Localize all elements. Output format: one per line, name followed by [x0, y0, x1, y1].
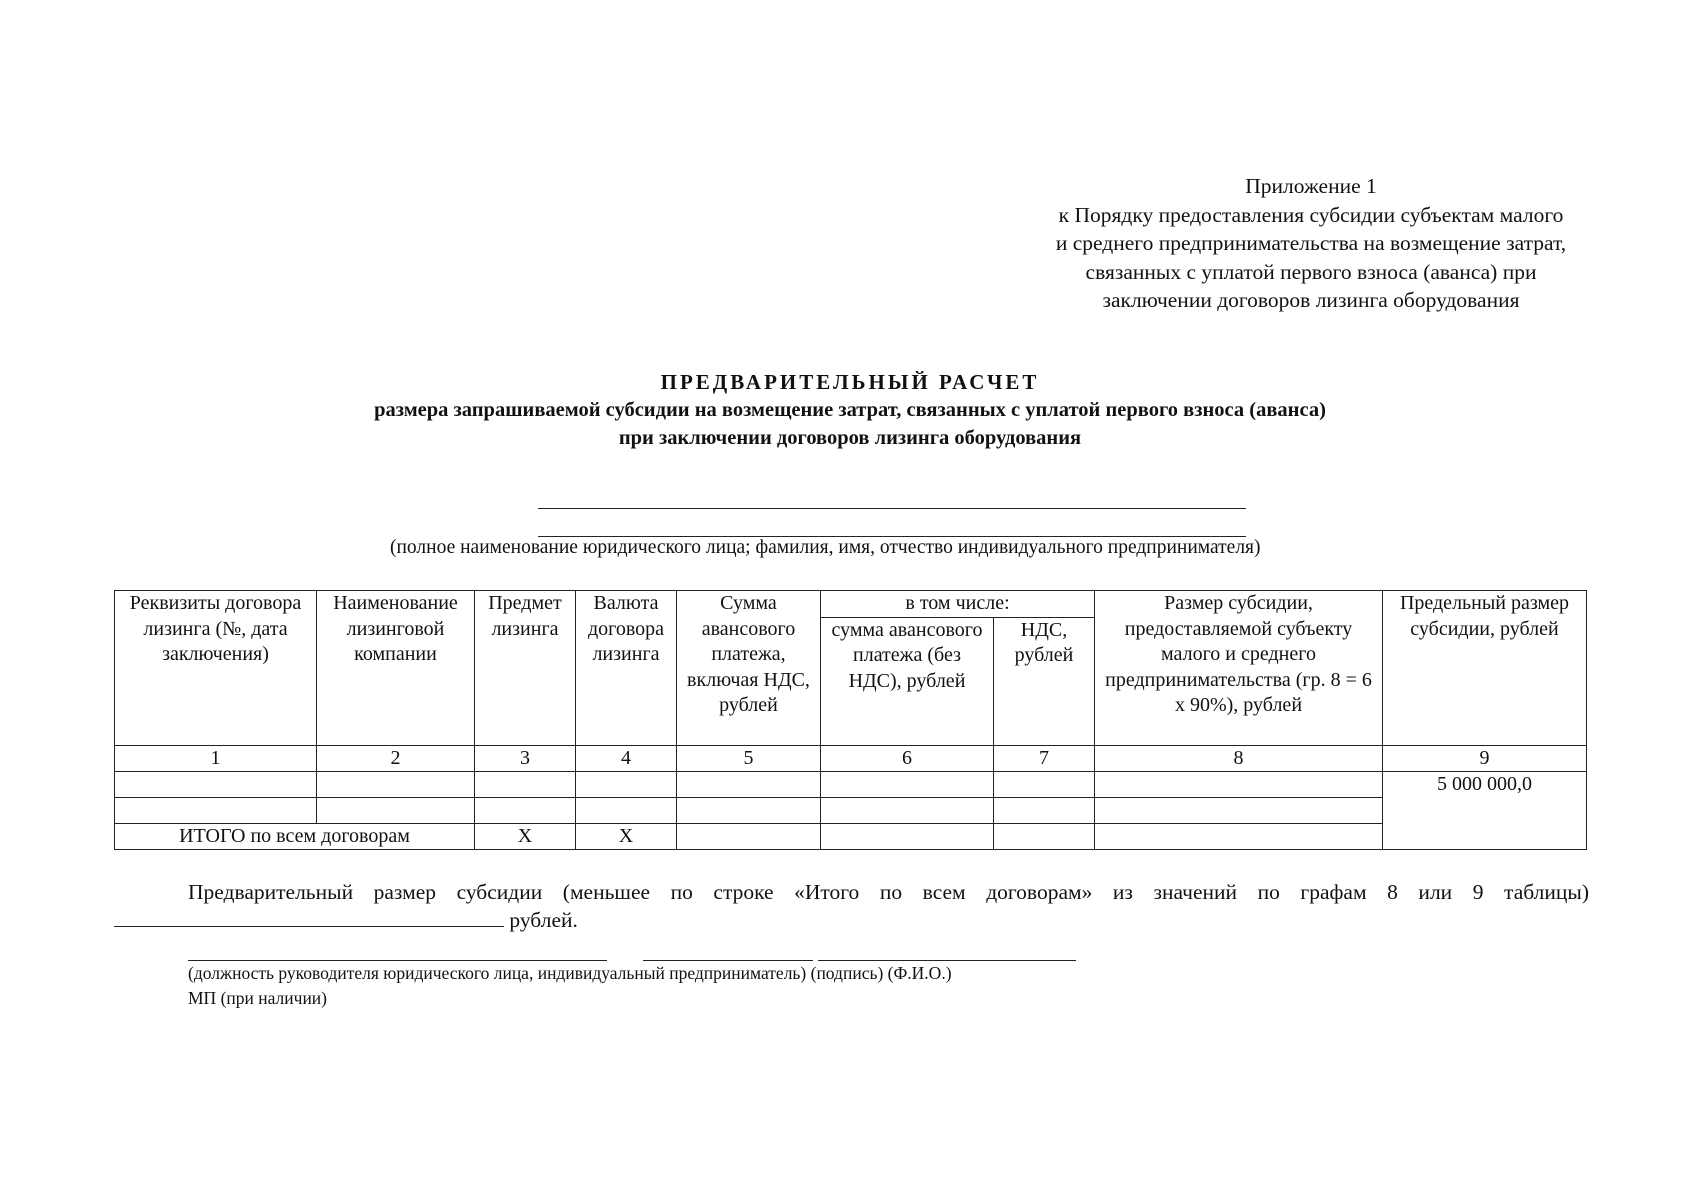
- column-number: 8: [1095, 745, 1383, 771]
- header-contract-details: Реквизиты договора лизинга (№, дата заключения): [115, 591, 317, 746]
- signature-line: [643, 960, 813, 961]
- table-cell: [115, 797, 317, 823]
- subsidy-calculation-table: [114, 590, 1587, 850]
- preliminary-subsidy-note: [114, 878, 1589, 934]
- total-cell: Х: [475, 823, 576, 849]
- header-max-subsidy: Предельный размер субсидии, рублей: [1383, 591, 1587, 746]
- column-number: 5: [677, 745, 821, 771]
- table-cell: [677, 797, 821, 823]
- header-vat: НДС, рублей: [994, 617, 1095, 745]
- table-cell: [821, 771, 994, 797]
- table-row: [115, 771, 1587, 797]
- column-number: 6: [821, 745, 994, 771]
- full-name-line: [818, 960, 1076, 961]
- column-number: 1: [115, 745, 317, 771]
- total-cell: Х: [576, 823, 677, 849]
- total-cell: [1095, 823, 1383, 849]
- appendix-block: [1000, 172, 1622, 315]
- table-cell: [1095, 797, 1383, 823]
- table-cell: [576, 771, 677, 797]
- table-row: [115, 797, 1587, 823]
- header-leasing-company: Наименование лизинговой компании: [317, 591, 475, 746]
- applicant-name-line: [538, 508, 1246, 509]
- column-number: 4: [576, 745, 677, 771]
- header-contract-currency: Валюта договора лизинга: [576, 591, 677, 746]
- note-text: Предварительный размер субсидии (меньшее по строке «Итого по всем договорам» из значений по графам 8 или 9 таблицы): [188, 880, 1589, 904]
- total-row: [115, 823, 1587, 849]
- header-leasing-subject: Предмет лизинга: [475, 591, 576, 746]
- appendix-line: и среднего предпринимательства на возмещение затрат,: [1055, 231, 1567, 255]
- table-cell: [576, 797, 677, 823]
- header-advance-without-vat: сумма авансового платежа (без НДС), рублей: [821, 617, 994, 745]
- total-cell: [994, 823, 1095, 849]
- header-advance-with-vat: Сумма авансового платежа, включая НДС, рублей: [677, 591, 821, 746]
- appendix-line: Приложение 1: [1245, 174, 1377, 198]
- table-cell: [317, 797, 475, 823]
- applicant-name-caption: (полное наименование юридического лица; фамилия, имя, отчество индивидуального предпринимателя): [390, 537, 1261, 558]
- table-cell: [994, 771, 1095, 797]
- document-subtitle-line: при заключении договоров лизинга оборудования: [618, 427, 1082, 449]
- table-header-row: [115, 591, 1587, 618]
- table-cell: [475, 771, 576, 797]
- column-number: 3: [475, 745, 576, 771]
- table-cell: [1095, 771, 1383, 797]
- table-cell: [821, 797, 994, 823]
- appendix-line: к Порядку предоставления субсидии субъектам малого: [1058, 202, 1564, 227]
- column-number-row: [115, 745, 1587, 771]
- amount-blank-line: [114, 906, 504, 927]
- document-subtitle-line: размера запрашиваемой субсидии на возмещение затрат, связанных с уплатой первого взноса (аванса): [374, 399, 1326, 421]
- note-unit: рублей.: [509, 908, 578, 932]
- header-subsidy-amount: Размер субсидии, предоставляемой субъекту малого и среднего предпринимательства (гр. 8 = 6 х 90%), рублей: [1095, 591, 1383, 746]
- column-number: 9: [1383, 745, 1587, 771]
- table-cell: [317, 771, 475, 797]
- document-title: ПРЕДВАРИТЕЛЬНЫЙ РАСЧЕТ: [660, 370, 1040, 394]
- total-cell: [677, 823, 821, 849]
- appendix-line: заключении договоров лизинга оборудования: [1102, 288, 1520, 312]
- total-label: ИТОГО по всем договорам: [115, 823, 475, 849]
- total-cell: [821, 823, 994, 849]
- max-subsidy-value: 5 000 000,0: [1383, 771, 1587, 849]
- position-signature-line: [188, 960, 607, 961]
- stamp-note: МП (при наличии): [188, 988, 328, 1008]
- table-cell: [115, 771, 317, 797]
- column-number: 7: [994, 745, 1095, 771]
- appendix-line: связанных с уплатой первого взноса (аванса) при: [1085, 259, 1537, 284]
- signature-caption: (должность руководителя юридического лица, индивидуальный предприниматель) (подпись) (Ф.И.О.): [188, 963, 952, 983]
- document-title-block: [200, 368, 1500, 452]
- table-cell: [677, 771, 821, 797]
- table-cell: [994, 797, 1095, 823]
- column-number: 2: [317, 745, 475, 771]
- header-including-group: в том числе:: [821, 591, 1095, 618]
- table-cell: [475, 797, 576, 823]
